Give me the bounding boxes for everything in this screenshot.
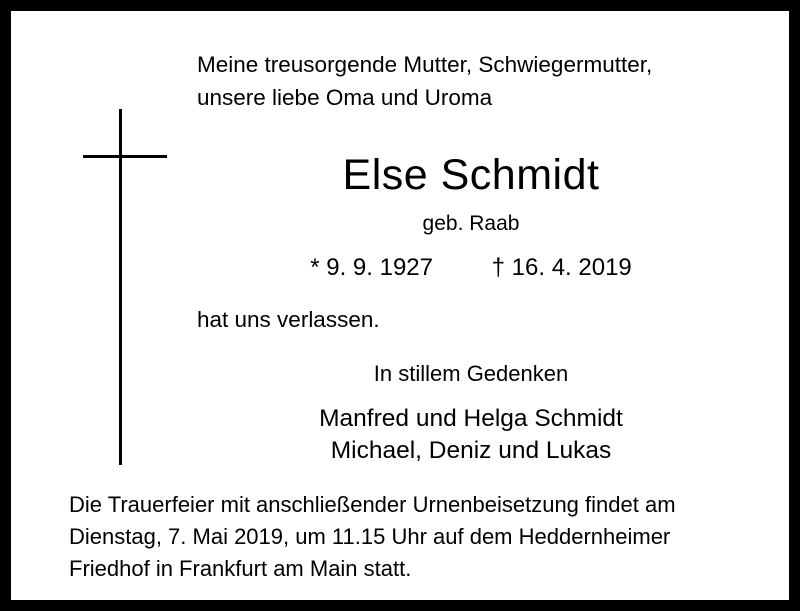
birth-date: * 9. 9. 1927: [310, 254, 433, 281]
funeral-details: [69, 489, 759, 585]
survivors-line-1: Manfred und Helga Schmidt: [319, 405, 623, 432]
survivors-list: [171, 403, 771, 468]
intro-text: [197, 49, 767, 114]
survivors-line-2: Michael, Deniz und Lukas: [330, 437, 612, 465]
life-dates: [171, 254, 771, 282]
funeral-line-2: Dienstag, 7. Mai 2019, um 11.15 Uhr auf dem Heddernheimer: [69, 523, 671, 549]
passed-text: hat uns verlassen.: [197, 307, 380, 332]
obituary-content: [11, 11, 789, 600]
deceased-name: Else Schmidt: [342, 151, 600, 199]
obituary-notice-card: [8, 8, 792, 603]
death-date: † 16. 4. 2019: [491, 254, 632, 281]
funeral-line-1: Die Trauerfeier mit anschließender Urnenbeisetzung findet am: [69, 492, 676, 517]
intro-line-1: Meine treusorgende Mutter, Schwiegermutter,: [197, 52, 653, 77]
intro-line-2: unsere liebe Oma und Uroma: [197, 84, 493, 110]
maiden-name: geb. Raab: [422, 212, 520, 235]
remembrance-text: In stillem Gedenken: [373, 361, 569, 386]
funeral-line-3: Friedhof in Frankfurt am Main statt.: [69, 555, 412, 581]
